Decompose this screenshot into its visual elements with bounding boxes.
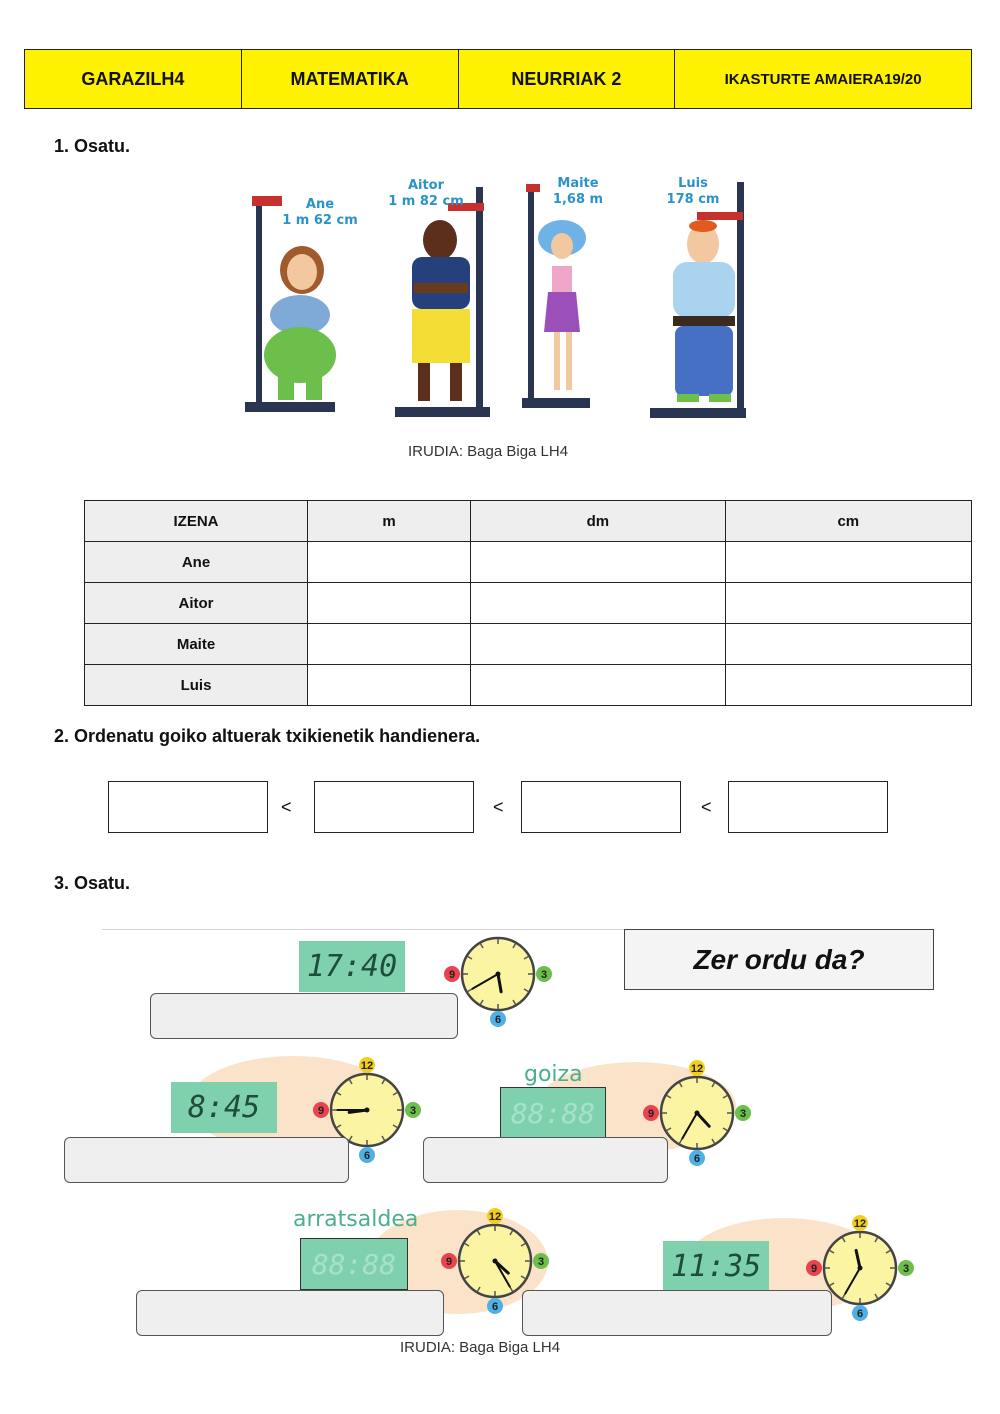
col-dm: dm bbox=[471, 501, 725, 542]
col-izena: IZENA bbox=[85, 501, 308, 542]
cell-dm[interactable] bbox=[471, 583, 725, 624]
dial-label-bottom: 6 bbox=[856, 1308, 864, 1320]
cell-cm[interactable] bbox=[725, 665, 971, 706]
dial-label-left: 9 bbox=[647, 1108, 655, 1120]
clock-center bbox=[493, 1259, 498, 1264]
table-row bbox=[85, 665, 972, 706]
dial-label-top: 12 bbox=[853, 1218, 867, 1230]
less-than-2: < bbox=[493, 797, 504, 817]
col-cm: cm bbox=[725, 501, 971, 542]
clock-center bbox=[365, 1108, 370, 1113]
digital-display-1: 17:40 bbox=[299, 941, 405, 992]
q3-caption: IRUDIA: Baga Biga LH4 bbox=[400, 1339, 561, 1356]
order-box-3[interactable] bbox=[521, 781, 681, 833]
dial-label-bottom: 6 bbox=[693, 1153, 701, 1165]
dial-label-right: 3 bbox=[409, 1105, 417, 1117]
row-name: Maite bbox=[85, 624, 308, 665]
label-aitor bbox=[384, 178, 468, 210]
figure-maite bbox=[520, 180, 600, 420]
row-name: Ane bbox=[85, 542, 308, 583]
digital-display-2: 8:45 bbox=[171, 1082, 277, 1133]
name-aitor: Aitor bbox=[407, 178, 445, 193]
less-than-1: < bbox=[281, 797, 292, 817]
cell-dm[interactable] bbox=[471, 542, 725, 583]
header-class: GARAZILH4 bbox=[25, 50, 242, 108]
dial-label-right: 3 bbox=[902, 1263, 910, 1275]
answer-box-3[interactable] bbox=[423, 1137, 668, 1183]
clock-center bbox=[496, 972, 501, 977]
table-row bbox=[85, 583, 972, 624]
order-box-4[interactable] bbox=[728, 781, 888, 833]
cell-m[interactable] bbox=[308, 665, 471, 706]
header-term: IKASTURTE AMAIERA19/20 bbox=[724, 70, 922, 88]
less-than-3: < bbox=[701, 797, 712, 817]
height-luis: 178 cm bbox=[666, 192, 720, 207]
dial-label-left: 9 bbox=[448, 969, 456, 981]
dial-label-top: 12 bbox=[488, 1211, 502, 1223]
header-topic: NEURRIAK 2 bbox=[459, 50, 676, 108]
cell-cm[interactable] bbox=[725, 624, 971, 665]
figure-luis bbox=[645, 180, 750, 425]
header-bar bbox=[24, 49, 972, 109]
q2-title: 2. Ordenatu goiko altuerak txikienetik handienera. bbox=[54, 726, 481, 746]
table-row bbox=[85, 542, 972, 583]
dial-label-bottom: 6 bbox=[363, 1150, 371, 1162]
row-name: Aitor bbox=[85, 583, 308, 624]
cell-dm[interactable] bbox=[471, 665, 725, 706]
digital-display-3: 88:88 bbox=[500, 1087, 606, 1140]
col-m: m bbox=[308, 501, 471, 542]
height-table bbox=[84, 500, 972, 706]
dial-label-right: 3 bbox=[537, 1256, 545, 1268]
cell-m[interactable] bbox=[308, 624, 471, 665]
order-box-1[interactable] bbox=[108, 781, 268, 833]
dial-label-left: 9 bbox=[810, 1263, 818, 1275]
dial-label-bottom: 6 bbox=[491, 1301, 499, 1313]
header-subject: MATEMATIKA bbox=[242, 50, 459, 108]
digital-display-4: 88:88 bbox=[300, 1238, 408, 1290]
dial-label-top: 12 bbox=[690, 1063, 704, 1075]
answer-box-2[interactable] bbox=[64, 1137, 349, 1183]
table-row bbox=[85, 624, 972, 665]
figure-aitor bbox=[390, 185, 500, 430]
height-maite: 1,68 m bbox=[552, 192, 604, 207]
cell-m[interactable] bbox=[308, 583, 471, 624]
label-luis bbox=[658, 176, 728, 208]
label-maite bbox=[540, 176, 616, 208]
height-aitor: 1 m 82 cm bbox=[388, 194, 464, 209]
table-header-row bbox=[85, 501, 972, 542]
maite-illustration bbox=[520, 180, 600, 415]
dial-label-right: 3 bbox=[739, 1108, 747, 1120]
label-arratsaldea: arratsaldea bbox=[293, 1207, 419, 1232]
question-box: Zer ordu da? bbox=[624, 929, 934, 990]
order-box-2[interactable] bbox=[314, 781, 474, 833]
dial-label-right: 3 bbox=[540, 969, 548, 981]
digital-display-5: 11:35 bbox=[663, 1241, 769, 1291]
dial-label-bottom: 6 bbox=[494, 1014, 502, 1026]
height-ane: 1 m 62 cm bbox=[282, 213, 358, 228]
answer-box-4[interactable] bbox=[136, 1290, 444, 1336]
clock-center bbox=[695, 1111, 700, 1116]
clock-center bbox=[858, 1266, 863, 1271]
q1-caption: IRUDIA: Baga Biga LH4 bbox=[408, 443, 569, 460]
q3-title: 3. Osatu. bbox=[54, 873, 131, 893]
cell-m[interactable] bbox=[308, 542, 471, 583]
luis-illustration bbox=[645, 180, 750, 420]
cell-cm[interactable] bbox=[725, 542, 971, 583]
answer-box-1[interactable] bbox=[150, 993, 458, 1039]
dial-label-left: 9 bbox=[317, 1105, 325, 1117]
row-name: Luis bbox=[85, 665, 308, 706]
label-ane bbox=[280, 197, 360, 229]
dial-label-top: 12 bbox=[360, 1060, 374, 1072]
cell-cm[interactable] bbox=[725, 583, 971, 624]
label-goiza: goiza bbox=[524, 1062, 583, 1087]
answer-box-5[interactable] bbox=[522, 1290, 832, 1336]
dial-label-left: 9 bbox=[445, 1256, 453, 1268]
name-ane: Ane bbox=[305, 197, 335, 212]
name-luis: Luis bbox=[678, 176, 708, 191]
name-maite: Maite bbox=[557, 176, 599, 191]
q1-title: 1. Osatu. bbox=[54, 136, 131, 156]
aitor-illustration bbox=[390, 185, 500, 425]
cell-dm[interactable] bbox=[471, 624, 725, 665]
